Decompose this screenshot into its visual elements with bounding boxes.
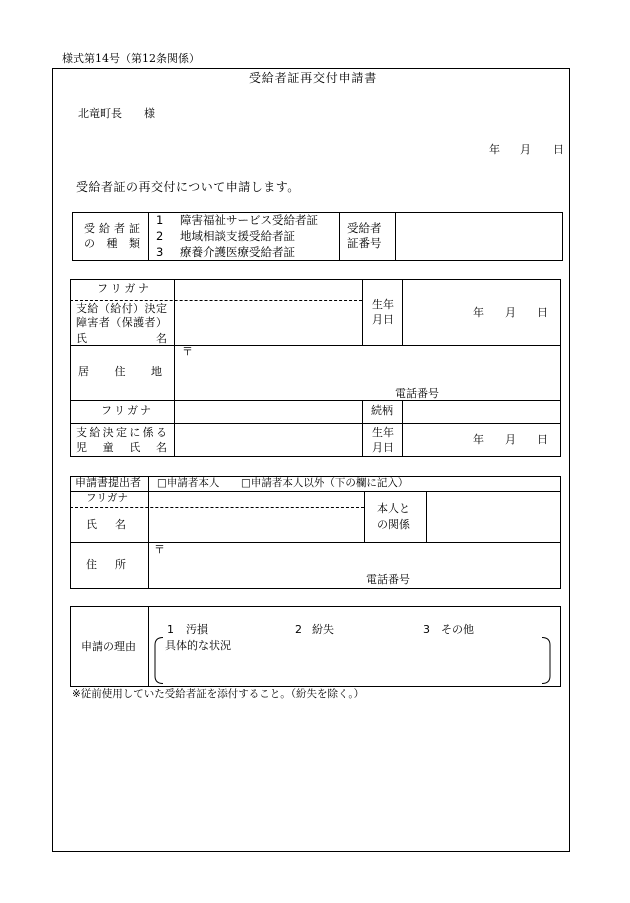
left-bracket xyxy=(151,636,165,686)
submitter-address-field[interactable] xyxy=(170,556,360,587)
submitter-name-label: 氏 名 xyxy=(86,518,126,531)
option-label: 地域相談支援受給者証 xyxy=(180,229,295,243)
beneficiary-name-label: 支 給 （ 給 付 ） 決 定 xyxy=(76,302,167,315)
reason-detail-field[interactable] xyxy=(166,654,536,682)
submitter-address-label: 住 所 xyxy=(86,558,126,571)
phone-label: 電話番号 xyxy=(395,387,439,400)
postal-mark: 〒 xyxy=(182,345,193,358)
child-birth-date-label: 生年 xyxy=(372,426,394,439)
submitter-phone-label: 電話番号 xyxy=(366,573,410,586)
submitter-other-checkbox[interactable]: □申請者本人以外（下の欄に記入） xyxy=(241,477,409,489)
furigana-label: フ リ ガ ナ xyxy=(97,282,149,295)
submitter-phone-field[interactable] xyxy=(414,570,560,587)
beneficiary-name-label: 障 害 者 （ 保 護 者 ） xyxy=(76,316,167,329)
attachment-note: ※従前使用していた受給者証を添付すること。（紛失を除く。） xyxy=(72,688,365,700)
divider xyxy=(362,400,363,457)
beneficiary-birth-date-field[interactable] xyxy=(403,325,560,344)
birth-date-label: 月日 xyxy=(372,313,394,326)
date-month-label: 月 xyxy=(520,143,531,156)
divider xyxy=(148,212,149,261)
address-label: 居 住 地 xyxy=(78,365,162,378)
child-birth-day-label: 日 xyxy=(537,433,548,446)
option-label: 紛失 xyxy=(312,623,334,636)
certificate-type-label: 受 給 者 証 xyxy=(84,222,140,235)
child-name-label: 児 童 氏 名 xyxy=(76,441,167,454)
option-number: 1 xyxy=(156,213,164,227)
child-birth-year-label: 年 xyxy=(473,433,484,446)
beneficiary-name-field[interactable] xyxy=(175,301,361,344)
relationship-label: 続柄 xyxy=(371,404,393,417)
child-name-label: 支 給 決 定 に 係 る xyxy=(76,426,167,439)
reason-detail-label: 具体的な状況 xyxy=(165,639,231,652)
submitter-label: 申請書提出者 xyxy=(75,476,141,489)
submitter-relationship-field[interactable] xyxy=(427,492,560,541)
child-relationship-field[interactable] xyxy=(403,401,560,422)
date-day-label: 日 xyxy=(553,143,564,156)
birth-month-label: 月 xyxy=(505,306,516,319)
postal-mark: 〒 xyxy=(154,543,165,556)
divider xyxy=(148,606,149,687)
birth-year-label: 年 xyxy=(473,306,484,319)
option-label: 障害福祉サービス受給者証 xyxy=(180,213,318,227)
right-bracket xyxy=(540,636,554,686)
submitter-relationship-label: 本人と xyxy=(377,502,410,515)
submitter-relationship-label: の関係 xyxy=(377,518,410,531)
beneficiary-phone-field[interactable] xyxy=(445,384,560,399)
submitter-furigana-field[interactable] xyxy=(149,492,363,507)
submitter-name-field[interactable] xyxy=(149,508,363,541)
reason-label: 申請の理由 xyxy=(81,640,136,653)
child-name-field[interactable] xyxy=(175,424,361,456)
beneficiary-address-field[interactable] xyxy=(195,360,385,398)
option-number: 2 xyxy=(156,229,164,243)
date-year-label: 年 xyxy=(489,143,500,156)
submitter-furigana-label: フ リ ガ ナ xyxy=(86,492,128,504)
application-statement: 受給者証の再交付について申請します。 xyxy=(76,180,300,194)
submitter-self-checkbox[interactable]: □申請者本人 xyxy=(157,477,220,489)
divider xyxy=(362,279,363,345)
option-label: 療養介護医療受給者証 xyxy=(180,245,295,259)
option-number: 2 xyxy=(295,623,302,636)
divider xyxy=(70,542,561,543)
child-furigana-label: フ リ ガ ナ xyxy=(101,404,151,417)
form-title: 受給者証再交付申請書 xyxy=(249,71,378,85)
certificate-type-label: の 種 類 xyxy=(84,237,140,250)
beneficiary-furigana-field[interactable] xyxy=(175,280,361,300)
certificate-number-label: 証番号 xyxy=(347,236,382,250)
child-birth-date-label: 月日 xyxy=(372,441,394,454)
birth-date-label: 生年 xyxy=(372,298,394,311)
option-label: その他 xyxy=(441,623,474,636)
certificate-number-field[interactable] xyxy=(396,213,562,260)
child-birth-month-label: 月 xyxy=(505,433,516,446)
divider xyxy=(339,212,340,261)
option-label: 汚損 xyxy=(186,623,208,636)
form-number: 様式第14号（第12条関係） xyxy=(62,52,200,65)
child-furigana-field[interactable] xyxy=(175,401,361,422)
beneficiary-name-label: 氏 名 xyxy=(76,332,167,345)
option-number: 3 xyxy=(156,245,164,259)
option-number: 3 xyxy=(423,623,430,636)
birth-day-label: 日 xyxy=(537,306,548,319)
divider xyxy=(70,345,561,346)
divider xyxy=(364,491,365,542)
option-number: 1 xyxy=(167,623,174,636)
certificate-number-label: 受給者 xyxy=(347,221,382,235)
addressee: 北竜町長 様 xyxy=(78,107,155,120)
